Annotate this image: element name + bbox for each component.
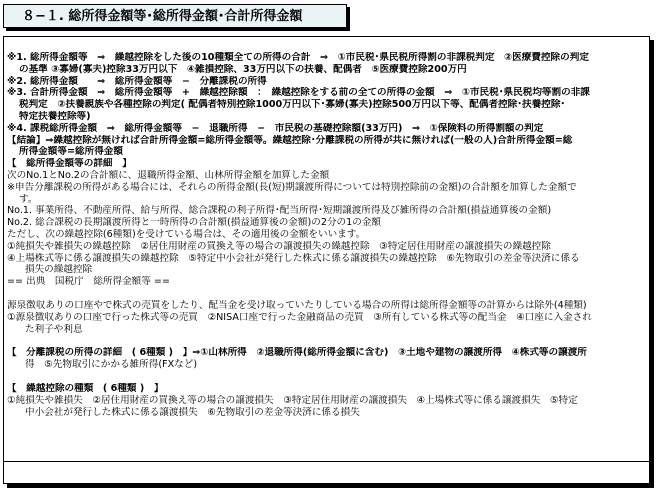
page-title: ８−１. 総所得金額等･総所得金額･合計所得金額 xyxy=(3,4,347,28)
content-body xyxy=(7,52,643,418)
text-line: ①純損失や雑損失の繰越控除 ②居住用財産の買換え等の場合の譲渡損失の繰越控除 ③特定居住用財産の譲渡損失の繰越控除 xyxy=(7,240,551,252)
text-line: 源泉徴収ありの口座やで株式の売買をしたり、配当金を受け取っていたりしている場合の所得は総所得金額等の計算からは除外(4種類) xyxy=(7,299,587,311)
text-line: 所得金額等=総所得金額 xyxy=(19,146,123,158)
text-line: ※2. 総所得金額 ⇒ 総所得金額等 − 分離課税の所得 xyxy=(7,75,267,87)
total-income-details xyxy=(7,170,643,288)
text-line: 中小会社が発行した株式に係る譲渡損失 ⑥先物取引の差金等決済に係る損失 xyxy=(25,406,360,418)
carryover-types-block xyxy=(7,395,643,419)
separate-taxation-block xyxy=(7,347,643,371)
definitions-block xyxy=(7,52,643,158)
text-line: の基準 ③寡婦(寡夫)控除33万円以下 ④雑損控除、33万円以下の扶養、配偶者 ⑤医療費控除200万円 xyxy=(19,63,467,75)
text-line: No.2. 総合課税の長期譲渡所得と一時所得の合計額(損益通算後の金額)の2分の1の金額 xyxy=(7,217,382,229)
text-line: 特定扶養控除等) xyxy=(19,110,91,122)
text-line: ただし、次の繰越控除(6種類)を受けている場合は、その適用後の金額をいいます。 xyxy=(7,228,366,240)
text-line: ※1. 総所得金額等 ⇒ 繰越控除をした後の10種類全ての所得の合計 ⇒ ①市民税･県民税所得割の非課税判定 ②医療費控除の判定 xyxy=(7,52,589,63)
text-line: ※申告分離課税の所得がある場合には、それらの所得金額(長(短)期譲渡所得については特別控除前の金額)の合計額を加算した金額で xyxy=(7,181,577,193)
text-line: 【結論】⇒繰越控除が無ければ合計所得金額=総所得金額等。繰越控除･分離課税の所得が共に無ければ(一般の人)合計所得金額=総 xyxy=(7,134,573,146)
text-line: た利子や利息 xyxy=(25,323,83,335)
text-line: ④上場株式等に係る譲渡損失の繰越控除 ⑤特定中小会社が発行した株式に係る譲渡損失の繰越控除 ⑥先物取引の差金等決済に係る xyxy=(7,252,580,264)
text-line: ※3. 合計所得金額 ⇒ 総所得金額等 + 繰越控除額 ： 繰越控除をする前の全ての所得の金額 ⇒ ①市民税･県民税均等割の非課 xyxy=(7,87,590,99)
text-line: す。 xyxy=(19,193,38,205)
footer-divider xyxy=(4,461,649,462)
text-line: ①源泉徴収ありの口座で行った株式等の売買 ②NISA口座で行った金融商品の売買 ③所有している株式等の配当金 ④口座に入金され xyxy=(7,311,592,323)
text-line: 損失の繰越控除 xyxy=(25,264,93,276)
text-line: 【 分離課税の所得の詳細 ( 6種類 ) 】⇒①山林所得 ②退職所得(総所得金額に含む) ③土地や建物の譲渡所得 ④株式等の譲渡所 xyxy=(7,347,587,359)
section-heading-total-income: 【 総所得金額等の詳細 】 xyxy=(7,158,132,170)
text-line: == 出典 国税庁 総所得金額等 == xyxy=(7,276,170,288)
text-line: ①純損失や雑損失 ②居住用財産の買換え等の場合の譲渡損失 ③特定居住用財産の譲渡損失 ④上場株式等に係る譲渡損失 ⑤特定 xyxy=(7,394,578,406)
text-line: 得 ⑤先物取引にかかる雑所得(FXなど) xyxy=(25,359,198,371)
text-line: 次のNo.1とNo.2の合計額に、退職所得金額、山林所得金額を加算した金額 xyxy=(7,169,330,181)
text-line: ※4. 課税総所得金額 ⇒ 総所得金額等 − 退職所得 − 市民税の基礎控除額(33万円) ⇒ ①保険料の所得割額の判定 xyxy=(7,122,544,134)
excluded-income-block xyxy=(7,300,643,335)
section-heading-carryover: 【 繰越控除の種類 ( 6種類 ) 】 xyxy=(7,382,164,394)
text-line: 税判定 ②扶養親族や各種控除の判定( 配偶者特別控除1000万円以下･寡婦(寡夫)控除500万円以下等、配偶者控除･扶養控除･ xyxy=(19,99,566,111)
text-line: No.1. 事業所得、不動産所得、給与所得、総合課税の利子所得･配当所得･短期譲渡所得及び雑所得の合計額(損益通算後の金額) xyxy=(7,205,552,217)
